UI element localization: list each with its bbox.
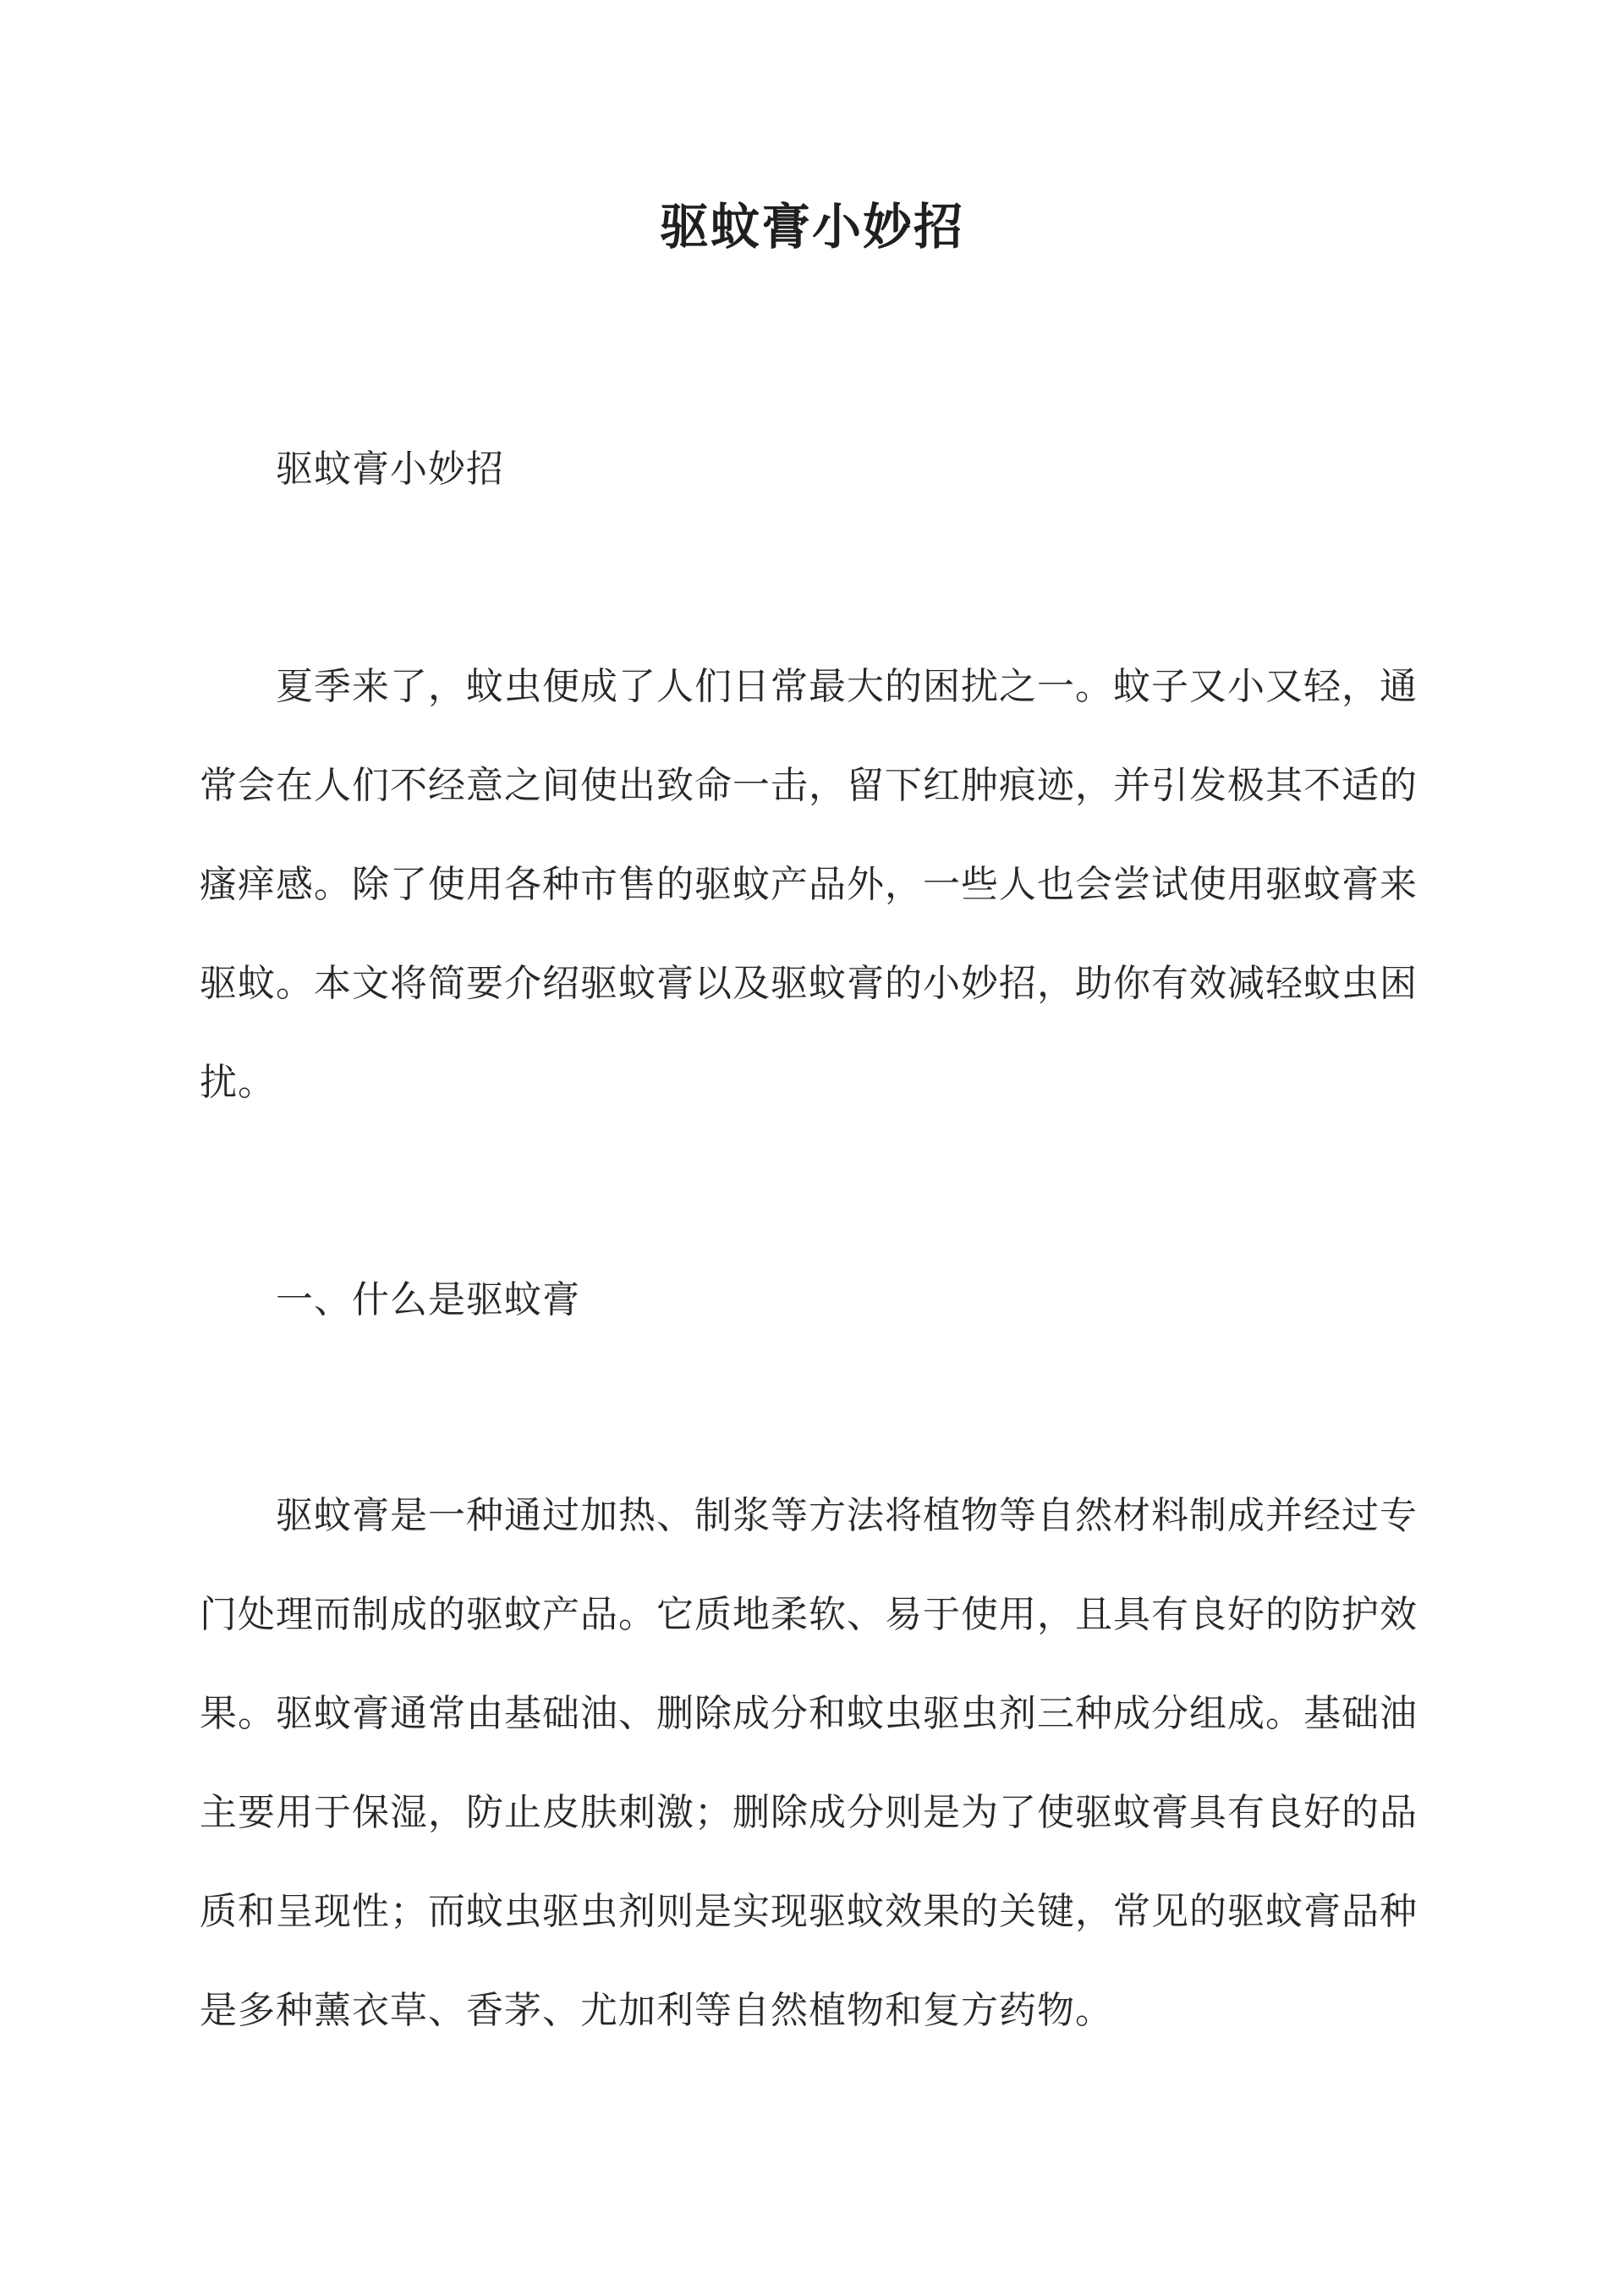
body-paragraph [200,1466,1426,2060]
paragraph-line: 夏季来了，蚊虫便成了人们日常最大的困扰之一。蚊子又小又轻，通 [276,665,1418,708]
intro-paragraph [200,637,1426,1132]
paragraph-line: 扰。 [200,1061,276,1104]
paragraph-line: 主要用于保湿，防止皮肤刺激；删除成分则是为了使驱蚊膏具有良好的品 [200,1791,1418,1834]
paragraph-line: 门处理而制成的驱蚊产品。它质地柔软、易于使用，且具有良好的防护效 [200,1593,1418,1636]
paragraph-line: 常会在人们不经意之间使出致命一击，留下红肿痕迹，并引发极其不适的 [200,764,1418,807]
paragraph-line: 是多种薰衣草、香茅、尤加利等自然植物和复方药物。 [200,1989,1113,2032]
paragraph-line: 果。驱蚊膏通常由基础油、删除成分和蚊虫驱虫剂三种成分组成。基础油 [200,1692,1418,1735]
document-title: 驱蚊膏小妙招 [659,198,964,255]
section-heading: 一、什么是驱蚊膏 [276,1278,580,1321]
paragraph-line: 驱蚊。本文将简要介绍驱蚊膏以及驱蚊膏的小妙招，助你有效减轻蚊虫困 [200,962,1418,1005]
paragraph-line: 质和呈现性；而蚊虫驱虫剂则是实现驱蚊效果的关键，常见的驱蚊膏品种 [200,1890,1418,1933]
paragraph-line: 驱蚊膏是一种通过加热、制浆等方法将植物等自然材料制成并经过专 [276,1494,1418,1537]
document-subtitle: 驱蚊膏小妙招 [276,448,504,491]
paragraph-line: 瘙痒感。除了使用各种市售的驱蚊产品外，一些人也会尝试使用驱蚊膏来 [200,863,1418,906]
